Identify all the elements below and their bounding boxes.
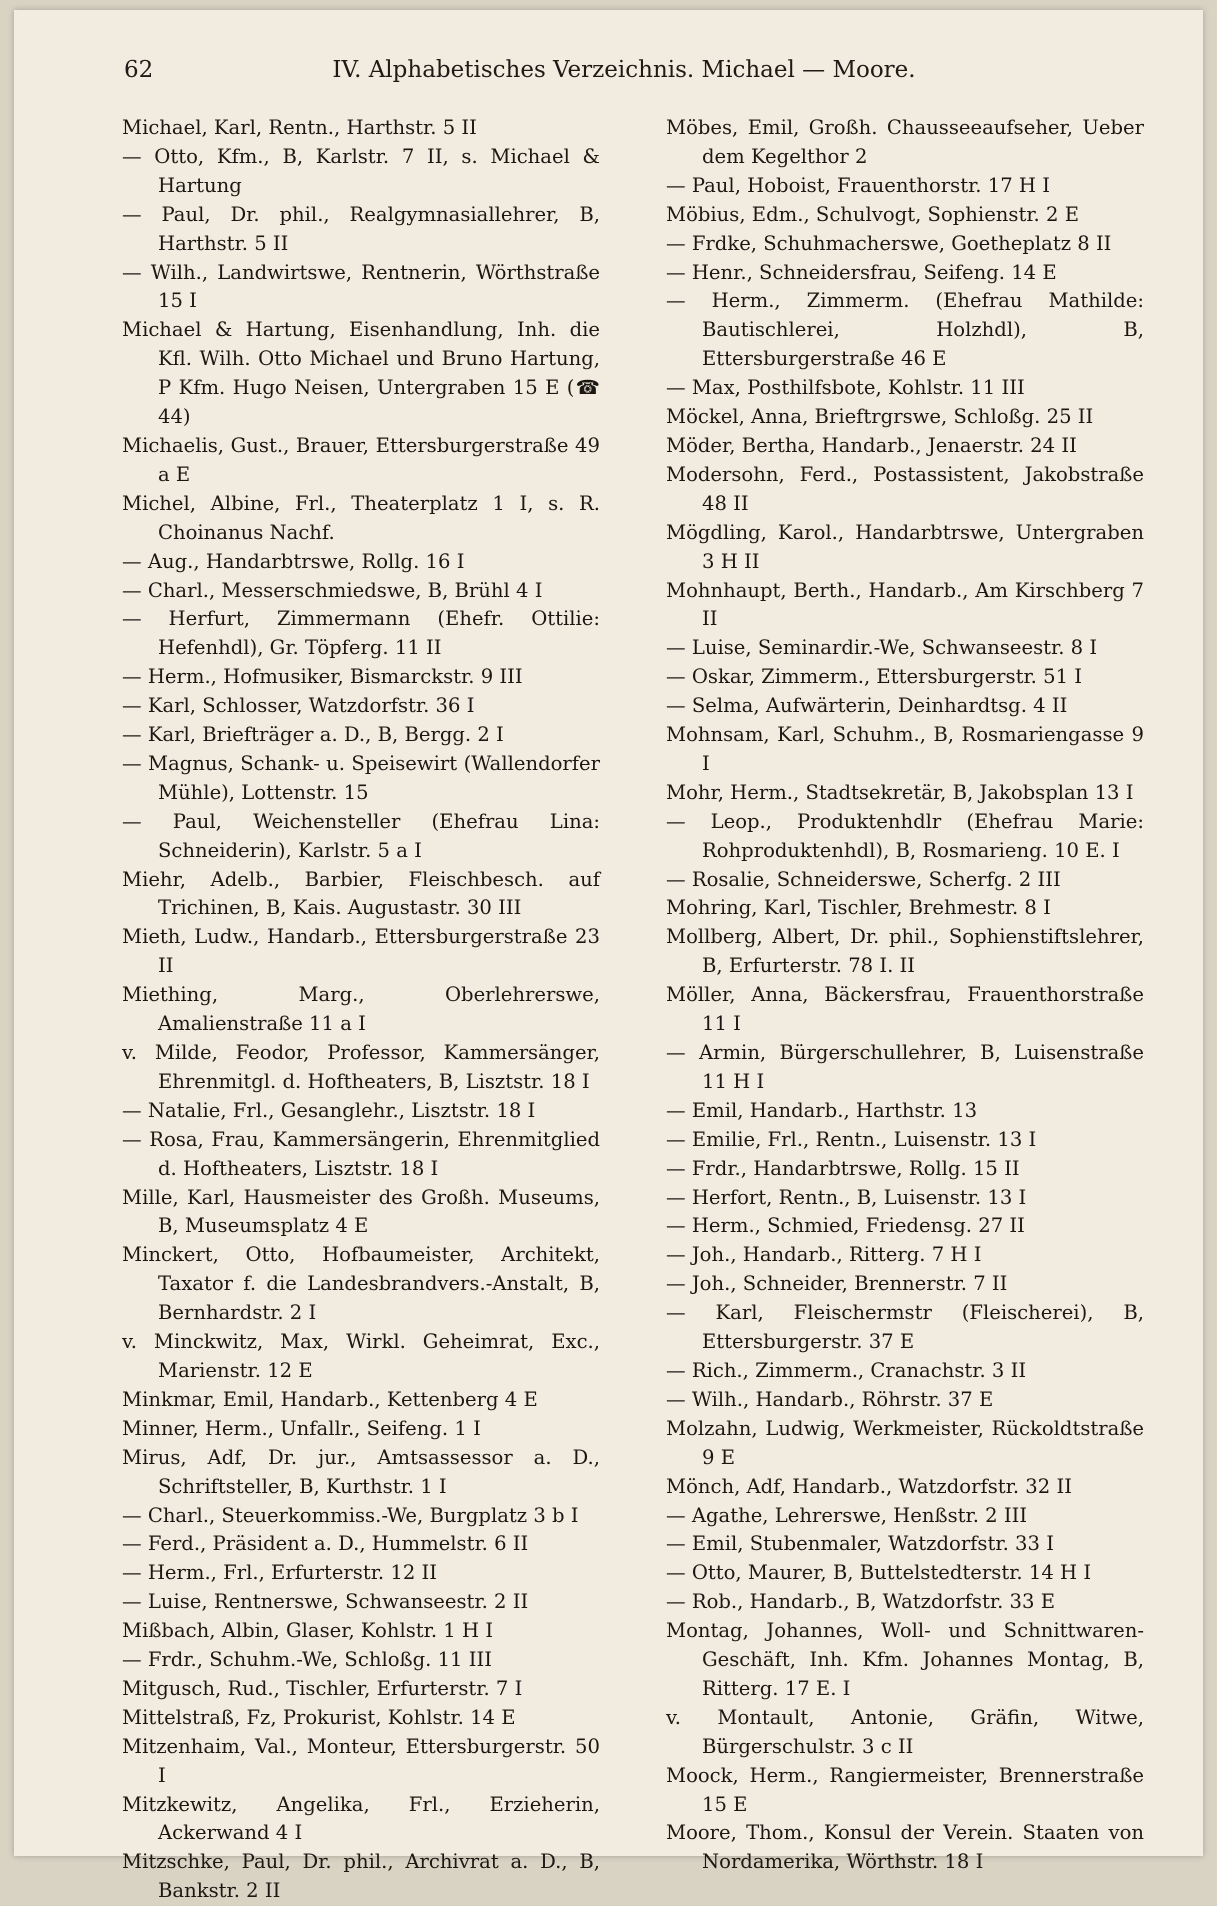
directory-entry: Mohnsam, Karl, Schuhm., B, Rosmariengasse 9 I: [666, 723, 1144, 775]
directory-entry: Moore, Thom., Konsul der Verein. Staaten von Nordamerika, Wörthstr. 18 I: [666, 1821, 1144, 1874]
directory-entry: — Emil, Handarb., Harthstr. 13: [666, 1098, 978, 1122]
directory-entry: Möller, Anna, Bäckersfrau, Frauenthorstraße 11 I: [666, 983, 1144, 1036]
directory-entry: — Paul, Dr. phil., Realgymnasiallehrer, B, Harthstr. 5 II: [122, 202, 600, 255]
directory-entry: v. Montault, Antonie, Gräfin, Witwe, Bürgerschulstr. 3 c II: [666, 1705, 1144, 1758]
directory-entry: Möder, Bertha, Handarb., Jenaerstr. 24 II: [666, 433, 1077, 457]
directory-entry: Mille, Karl, Hausmeister des Großh. Museums, B, Museumsplatz 4 E: [122, 1185, 600, 1238]
directory-entry: Mieth, Ludw., Handarb., Ettersburgerstraße 23 II: [122, 925, 600, 978]
directory-entry: — Ferd., Präsident a. D., Hummelstr. 6 II: [122, 1532, 529, 1556]
directory-entry: — Wilh., Handarb., Röhrstr. 37 E: [666, 1387, 994, 1411]
directory-entry: Mohnhaupt, Berth., Handarb., Am Kirschberg 7 II: [666, 578, 1144, 631]
directory-entry: Mitzkewitz, Angelika, Frl., Erzieherin, Ackerwand 4 I: [122, 1792, 600, 1845]
directory-entry: — Karl, Schlosser, Watzdorfstr. 36 I: [122, 694, 475, 718]
directory-entry: Mögdling, Karol., Handarbtrswe, Untergraben 3 H II: [666, 520, 1144, 573]
directory-entry: Möbes, Emil, Großh. Chausseeaufseher, Ueber dem Kegelthor 2: [666, 116, 1144, 168]
directory-entry: Mitgusch, Rud., Tischler, Erfurterstr. 7 I: [122, 1676, 523, 1700]
directory-entry: Mönch, Adf, Handarb., Watzdorfstr. 32 II: [666, 1474, 1072, 1498]
directory-entry: Möckel, Anna, Brieftrgrswe, Schloßg. 25 II: [666, 405, 1094, 429]
directory-entry: — Emilie, Frl., Rentn., Luisenstr. 13 I: [666, 1127, 1037, 1151]
directory-entry: — Herm., Hofmusiker, Bismarckstr. 9 III: [122, 665, 523, 689]
directory-entry: — Henr., Schneidersfrau, Seifeng. 14 E: [666, 260, 1057, 284]
directory-entry: — Luise, Seminardir.-We, Schwanseestr. 8 I: [666, 636, 1098, 660]
directory-entry: — Magnus, Schank- u. Speisewirt (Wallendorfer Mühle), Lottenstr. 15: [122, 751, 600, 804]
directory-entry: Mohring, Karl, Tischler, Brehmestr. 8 I: [666, 896, 1051, 920]
directory-entry: Mitzenhaim, Val., Monteur, Ettersburgerstr. 50 I: [122, 1734, 600, 1787]
directory-entry: — Karl, Fleischermstr (Fleischerei), B, Ettersburgerstr. 37 E: [666, 1301, 1144, 1354]
directory-entry: — Armin, Bürgerschullehrer, B, Luisenstraße 11 H I: [666, 1041, 1144, 1093]
directory-entry: Mißbach, Albin, Glaser, Kohlstr. 1 H I: [122, 1619, 494, 1643]
directory-entry: — Charl., Steuerkommiss.-We, Burgplatz 3 b I: [122, 1503, 579, 1527]
directory-entry: Minckert, Otto, Hofbaumeister, Architekt, Taxator f. die Landesbrandvers.-Anstalt, B, Bernhardstr. 2 I: [122, 1243, 600, 1325]
directory-entry: v. Milde, Feodor, Professor, Kammersänger, Ehrenmitgl. d. Hoftheaters, B, Lisztstr. 18 I: [122, 1041, 600, 1093]
directory-entry: Mohr, Herm., Stadtsekretär, B, Jakobsplan 13 I: [666, 780, 1134, 804]
directory-entry: — Rosa, Frau, Kammersängerin, Ehrenmitglied d. Hoftheaters, Lisztstr. 18 I: [122, 1127, 600, 1180]
directory-entry: — Luise, Rentnerswe, Schwanseestr. 2 II: [122, 1590, 529, 1614]
directory-entry: Minner, Herm., Unfallr., Seifeng. 1 I: [122, 1416, 481, 1440]
directory-entry: — Oskar, Zimmerm., Ettersburgerstr. 51 I: [666, 665, 1083, 689]
directory-entry: — Joh., Schneider, Brennerstr. 7 II: [666, 1272, 1008, 1296]
directory-entry: Molzahn, Ludwig, Werkmeister, Rückoldtstraße 9 E: [666, 1416, 1144, 1469]
directory-entry: — Frdr., Schuhm.-We, Schloßg. 11 III: [122, 1648, 492, 1672]
directory-entry: Michael, Karl, Rentn., Harthstr. 5 II: [122, 116, 477, 139]
left-column: [122, 114, 600, 1906]
directory-entry: Mollberg, Albert, Dr. phil., Sophienstiftslehrer, B, Erfurterstr. 78 I. II: [666, 925, 1144, 978]
directory-entry: Modersohn, Ferd., Postassistent, Jakobstraße 48 II: [666, 462, 1144, 515]
directory-entry: — Natalie, Frl., Gesanglehr., Lisztstr. 18 I: [122, 1098, 536, 1122]
directory-entry: Miething, Marg., Oberlehrerswe, Amalienstraße 11 a I: [122, 983, 600, 1036]
directory-entry: Mirus, Adf, Dr. jur., Amtsassessor a. D., Schriftsteller, B, Kurthstr. 1 I: [122, 1445, 600, 1498]
directory-entry: — Rich., Zimmerm., Cranachstr. 3 II: [666, 1358, 1027, 1382]
directory-entry: Mittelstraß, Fz, Prokurist, Kohlstr. 14 E: [122, 1705, 516, 1729]
directory-entry: Montag, Johannes, Woll- und Schnittwaren-Geschäft, Inh. Kfm. Johannes Montag, B, Ritterg. 17 E. I: [666, 1619, 1144, 1700]
directory-entry: — Rob., Handarb., B, Watzdorfstr. 33 E: [666, 1590, 1055, 1614]
directory-entry: — Herfurt, Zimmermann (Ehefr. Ottilie: Hefenhdl), Gr. Töpferg. 11 II: [122, 607, 600, 660]
directory-entry: — Herfort, Rentn., B, Luisenstr. 13 I: [666, 1185, 1027, 1209]
directory-entry: Michel, Albine, Frl., Theaterplatz 1 I, s. R. Choinanus Nachf.: [122, 491, 600, 544]
directory-entry: — Herm., Frl., Erfurterstr. 12 II: [122, 1561, 438, 1585]
directory-entry: — Otto, Kfm., B, Karlstr. 7 II, s. Michael & Hartung: [122, 144, 600, 197]
directory-entry: — Rosalie, Schneiderswe, Scherfg. 2 III: [666, 867, 1061, 891]
directory-entry: — Paul, Hoboist, Frauenthorstr. 17 H I: [666, 173, 1050, 197]
directory-entry: — Charl., Messerschmiedswe, B, Brühl 4 I: [122, 578, 543, 602]
directory-entry: — Selma, Aufwärterin, Deinhardtsg. 4 II: [666, 694, 1068, 718]
page-title: IV. Alphabetisches Verzeichnis. Michael — Moore.: [332, 57, 916, 83]
directory-entry: Moock, Herm., Rangiermeister, Brennerstraße 15 E: [666, 1763, 1144, 1816]
directory-entry: Minkmar, Emil, Handarb., Kettenberg 4 E: [122, 1387, 538, 1411]
directory-entry: Möbius, Edm., Schulvogt, Sophienstr. 2 E: [666, 202, 1080, 226]
directory-entry: — Joh., Handarb., Ritterg. 7 H I: [666, 1243, 982, 1267]
directory-entry: — Emil, Stubenmaler, Watzdorfstr. 33 I: [666, 1532, 1054, 1556]
directory-entry: — Herm., Zimmerm. (Ehefrau Mathilde: Bautischlerei, Holzhdl), B, Ettersburgerstraße 46 E: [666, 289, 1144, 371]
page-number: 62: [124, 57, 154, 83]
directory-entry: — Karl, Briefträger a. D., B, Bergg. 2 I: [122, 723, 504, 747]
page-header: [124, 50, 1124, 90]
directory-entry: — Wilh., Landwirtswe, Rentnerin, Wörthstraße 15 I: [122, 260, 600, 313]
directory-entry: — Herm., Schmied, Friedensg. 27 II: [666, 1214, 1025, 1238]
directory-entry: Miehr, Adelb., Barbier, Fleischbesch. auf Trichinen, B, Kais. Augustastr. 30 III: [122, 867, 600, 920]
directory-entry: — Otto, Maurer, B, Buttelstedterstr. 14 H I: [666, 1561, 1092, 1585]
directory-entry: — Max, Posthilfsbote, Kohlstr. 11 III: [666, 376, 1025, 400]
directory-page: [14, 10, 1203, 1903]
directory-entry: Mitzschke, Paul, Dr. phil., Archivrat a. D., B, Bankstr. 2 II: [122, 1850, 600, 1903]
directory-entry: Michaelis, Gust., Brauer, Ettersburgerstraße 49 a E: [122, 433, 600, 486]
directory-entry: — Frdke, Schuhmacherswe, Goetheplatz 8 II: [666, 231, 1112, 255]
directory-entry: Michael & Hartung, Eisenhandlung, Inh. die Kfl. Wilh. Otto Michael und Bruno Hartung, P Kfm. Hugo Neisen, Untergraben 15 E (☎ 44): [122, 318, 600, 429]
directory-entry: — Frdr., Handarbtrswe, Rollg. 15 II: [666, 1156, 1020, 1180]
directory-entry: — Aug., Handarbtrswe, Rollg. 16 I: [122, 549, 465, 573]
right-column: [666, 114, 1144, 1877]
directory-entry: — Leop., Produktenhdlr (Ehefrau Marie: Rohproduktenhdl), B, Rosmarieng. 10 E. I: [666, 809, 1144, 862]
directory-entry: v. Minckwitz, Max, Wirkl. Geheimrat, Exc., Marienstr. 12 E: [122, 1330, 600, 1382]
directory-entry: — Agathe, Lehrerswe, Henßstr. 2 III: [666, 1503, 1028, 1527]
directory-entry: — Paul, Weichensteller (Ehefrau Lina: Schneiderin), Karlstr. 5 a I: [122, 809, 600, 862]
